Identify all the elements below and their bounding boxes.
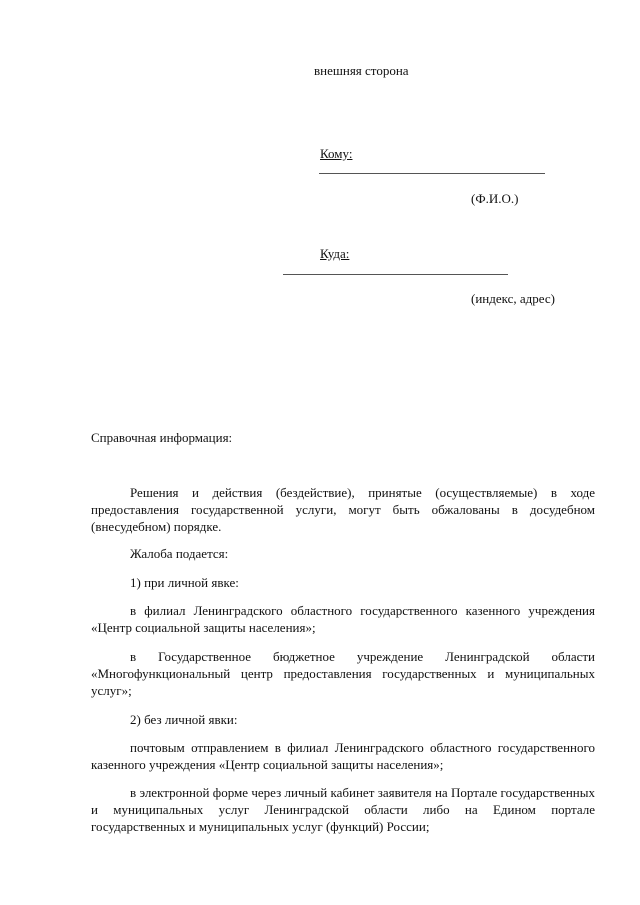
- in-person-heading: 1) при личной явке:: [130, 575, 239, 590]
- in-person-item-mfc: в Государственное бюджетное учреждение Ленинградской области «Многофункциональный центр предоставления государственных и муниципальных услуг»;: [91, 649, 595, 698]
- remote-heading: 2) без личной явки:: [130, 712, 238, 727]
- appeal-intro-paragraph: Решения и действия (бездействие), принятые (осуществляемые) в ходе предоставления государственной услуги, могут быть обжалованы в досудебном (внесудебном) порядке.: [91, 485, 595, 534]
- remote-item-post: почтовым отправлением в филиал Ленинградского областного государственного казенного учреждения «Центр социальной защиты населения»;: [91, 740, 595, 772]
- reference-heading: Справочная информация:: [91, 430, 233, 445]
- remote-item-electronic: в электронной форме через личный кабинет заявителя на Портале государственных и муниципальных услуг Ленинградской области либо на Едином портале государственных и муниципальных услуг (функций) России;: [91, 785, 595, 834]
- address-caption: (индекс, адрес): [471, 291, 555, 306]
- address-label: Куда:: [320, 246, 350, 261]
- recipient-caption: (Ф.И.О.): [471, 191, 519, 206]
- complaint-filed-label: Жалоба подается:: [130, 546, 229, 561]
- recipient-label: Кому:: [320, 146, 353, 161]
- envelope-side-label: внешняя сторона: [314, 63, 409, 78]
- in-person-item-branch: в филиал Ленинградского областного государственного казенного учреждения «Центр социальной защиты населения»;: [91, 603, 595, 635]
- recipient-line: [319, 173, 545, 174]
- address-line: [283, 274, 508, 275]
